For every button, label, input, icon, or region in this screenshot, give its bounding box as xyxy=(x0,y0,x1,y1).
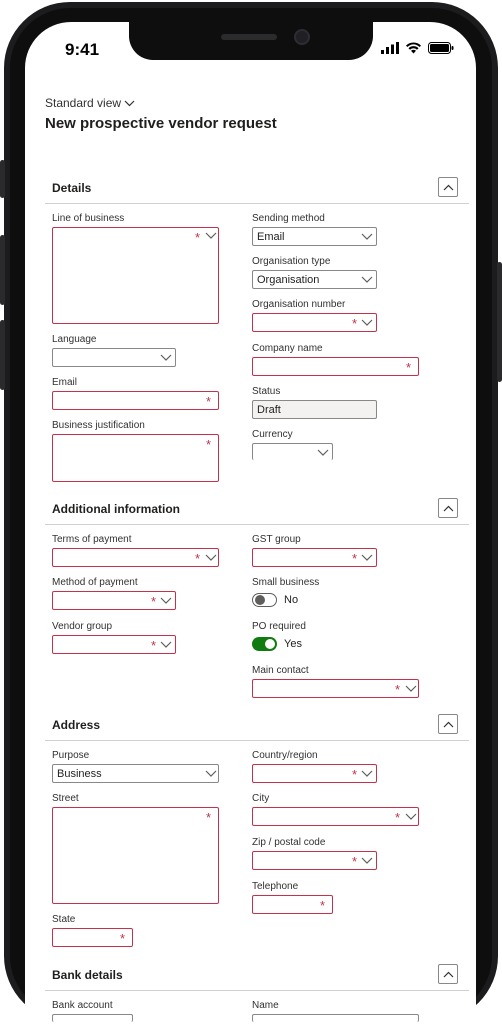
zip-field[interactable] xyxy=(252,851,377,870)
business-justification-field[interactable] xyxy=(52,434,219,482)
chevron-down-icon xyxy=(405,685,417,693)
bank-name-label: Name xyxy=(252,1000,279,1011)
sending-method-select[interactable] xyxy=(252,227,377,246)
required-indicator: * xyxy=(352,854,358,869)
required-indicator: * xyxy=(206,437,212,452)
bank-name-field[interactable] xyxy=(252,1014,419,1022)
line-of-business-field[interactable] xyxy=(52,227,219,324)
chevron-down-icon xyxy=(205,770,217,778)
po-required-state: Yes xyxy=(284,638,302,650)
phone-power-button xyxy=(497,262,502,382)
required-indicator: * xyxy=(352,551,358,566)
page-title: New prospective vendor request xyxy=(45,115,277,132)
toggle-knob xyxy=(255,595,265,605)
state-label: State xyxy=(52,914,76,925)
view-selector-label: Standard view xyxy=(45,96,122,110)
sending-method-value: Email xyxy=(257,231,285,243)
main-contact-field[interactable] xyxy=(252,679,419,698)
status-time: 9:41 xyxy=(65,40,100,59)
chevron-up-icon xyxy=(443,721,454,728)
organisation-type-value: Organisation xyxy=(257,274,320,286)
required-indicator: * xyxy=(151,594,157,609)
chevron-down-icon xyxy=(160,641,172,649)
gst-group-field[interactable] xyxy=(252,548,377,567)
view-selector[interactable] xyxy=(45,96,135,110)
chevron-down-icon xyxy=(124,100,135,107)
status-field xyxy=(252,400,377,419)
section-header-bank xyxy=(45,959,469,991)
purpose-select[interactable] xyxy=(52,764,219,783)
purpose-label: Purpose xyxy=(52,750,90,761)
section-title: Additional information xyxy=(52,502,180,516)
organisation-number-field[interactable] xyxy=(252,313,377,332)
section-address xyxy=(45,709,469,949)
phone-screen xyxy=(25,22,476,1022)
zip-label: Zip / postal code xyxy=(252,837,326,848)
telephone-label: Telephone xyxy=(252,881,299,892)
required-indicator: * xyxy=(395,682,401,697)
phone-mute-switch xyxy=(0,160,5,198)
po-required-label: PO required xyxy=(252,621,306,632)
chevron-up-icon xyxy=(443,184,454,191)
battery-icon xyxy=(428,42,454,54)
vendor-group-label: Vendor group xyxy=(52,621,113,632)
chevron-down-icon xyxy=(205,232,217,240)
street-label: Street xyxy=(52,793,79,804)
main-contact-label: Main contact xyxy=(252,665,309,676)
collapse-details-button[interactable] xyxy=(438,177,458,197)
required-indicator: * xyxy=(352,767,358,782)
section-title: Details xyxy=(52,181,92,195)
business-justification-label: Business justification xyxy=(52,420,145,431)
currency-label: Currency xyxy=(252,429,293,440)
required-indicator: * xyxy=(395,810,401,825)
status-label: Status xyxy=(252,386,281,397)
chevron-down-icon xyxy=(317,449,329,457)
section-title: Bank details xyxy=(52,968,123,982)
section-header-address xyxy=(45,709,469,741)
required-indicator: * xyxy=(352,316,358,331)
terms-of-payment-label: Terms of payment xyxy=(52,534,132,545)
organisation-number-label: Organisation number xyxy=(252,299,346,310)
city-label: City xyxy=(252,793,270,804)
chevron-up-icon xyxy=(443,971,454,978)
required-indicator: * xyxy=(206,810,212,825)
organisation-type-select[interactable] xyxy=(252,270,377,289)
required-indicator: * xyxy=(406,360,412,375)
section-header-details xyxy=(45,172,469,204)
chevron-down-icon xyxy=(361,319,373,327)
required-indicator: * xyxy=(195,551,201,566)
chevron-down-icon xyxy=(160,597,172,605)
po-required-toggle[interactable] xyxy=(252,637,277,651)
method-of-payment-label: Method of payment xyxy=(52,577,138,588)
toggle-knob xyxy=(265,639,275,649)
required-indicator: * xyxy=(206,394,212,409)
sending-method-label: Sending method xyxy=(252,213,325,224)
camera xyxy=(294,29,310,45)
small-business-toggle[interactable] xyxy=(252,593,277,607)
small-business-label: Small business xyxy=(252,577,320,588)
collapse-address-button[interactable] xyxy=(438,714,458,734)
collapse-additional-button[interactable] xyxy=(438,498,458,518)
chevron-down-icon xyxy=(361,770,373,778)
status-value: Draft xyxy=(257,404,281,416)
required-indicator: * xyxy=(195,230,201,245)
terms-of-payment-field[interactable] xyxy=(52,548,219,567)
method-of-payment-field[interactable] xyxy=(52,591,176,610)
chevron-down-icon xyxy=(405,813,417,821)
section-title: Address xyxy=(52,718,101,732)
email-field[interactable] xyxy=(52,391,219,410)
small-business-state: No xyxy=(284,594,299,606)
company-name-field[interactable] xyxy=(252,357,419,376)
street-field[interactable] xyxy=(52,807,219,904)
chevron-down-icon xyxy=(205,554,217,562)
gst-group-label: GST group xyxy=(252,534,301,545)
chevron-down-icon xyxy=(361,233,373,241)
country-region-field[interactable] xyxy=(252,764,377,783)
bank-account-field[interactable] xyxy=(52,1014,133,1022)
phone-volume-up xyxy=(0,235,5,305)
required-indicator: * xyxy=(151,638,157,653)
collapse-bank-button[interactable] xyxy=(438,964,458,984)
section-additional-information xyxy=(45,493,469,703)
phone-volume-down xyxy=(0,320,5,390)
chevron-up-icon xyxy=(443,505,454,512)
required-indicator: * xyxy=(120,931,126,946)
section-bank-details xyxy=(45,959,469,1022)
chevron-down-icon xyxy=(160,354,172,362)
required-indicator: * xyxy=(320,898,326,913)
purpose-value: Business xyxy=(57,768,102,780)
city-field[interactable] xyxy=(252,807,419,826)
section-details xyxy=(45,172,469,472)
bank-account-label: Bank account xyxy=(52,1000,113,1011)
chevron-down-icon xyxy=(361,554,373,562)
cellular-signal-icon xyxy=(381,42,399,54)
chevron-down-icon xyxy=(361,276,373,284)
wifi-icon xyxy=(405,42,422,54)
company-name-label: Company name xyxy=(252,343,323,354)
language-label: Language xyxy=(52,334,97,345)
chevron-down-icon xyxy=(361,857,373,865)
email-label: Email xyxy=(52,377,78,388)
telephone-field[interactable] xyxy=(252,895,333,914)
status-icons xyxy=(381,42,454,54)
currency-select[interactable] xyxy=(252,443,333,460)
state-field[interactable] xyxy=(52,928,133,947)
section-header-additional xyxy=(45,493,469,525)
country-region-label: Country/region xyxy=(252,750,318,761)
line-of-business-label: Line of business xyxy=(52,213,125,224)
speaker xyxy=(221,34,277,40)
organisation-type-label: Organisation type xyxy=(252,256,331,267)
language-select[interactable] xyxy=(52,348,176,367)
vendor-group-field[interactable] xyxy=(52,635,176,654)
notch xyxy=(129,22,373,60)
